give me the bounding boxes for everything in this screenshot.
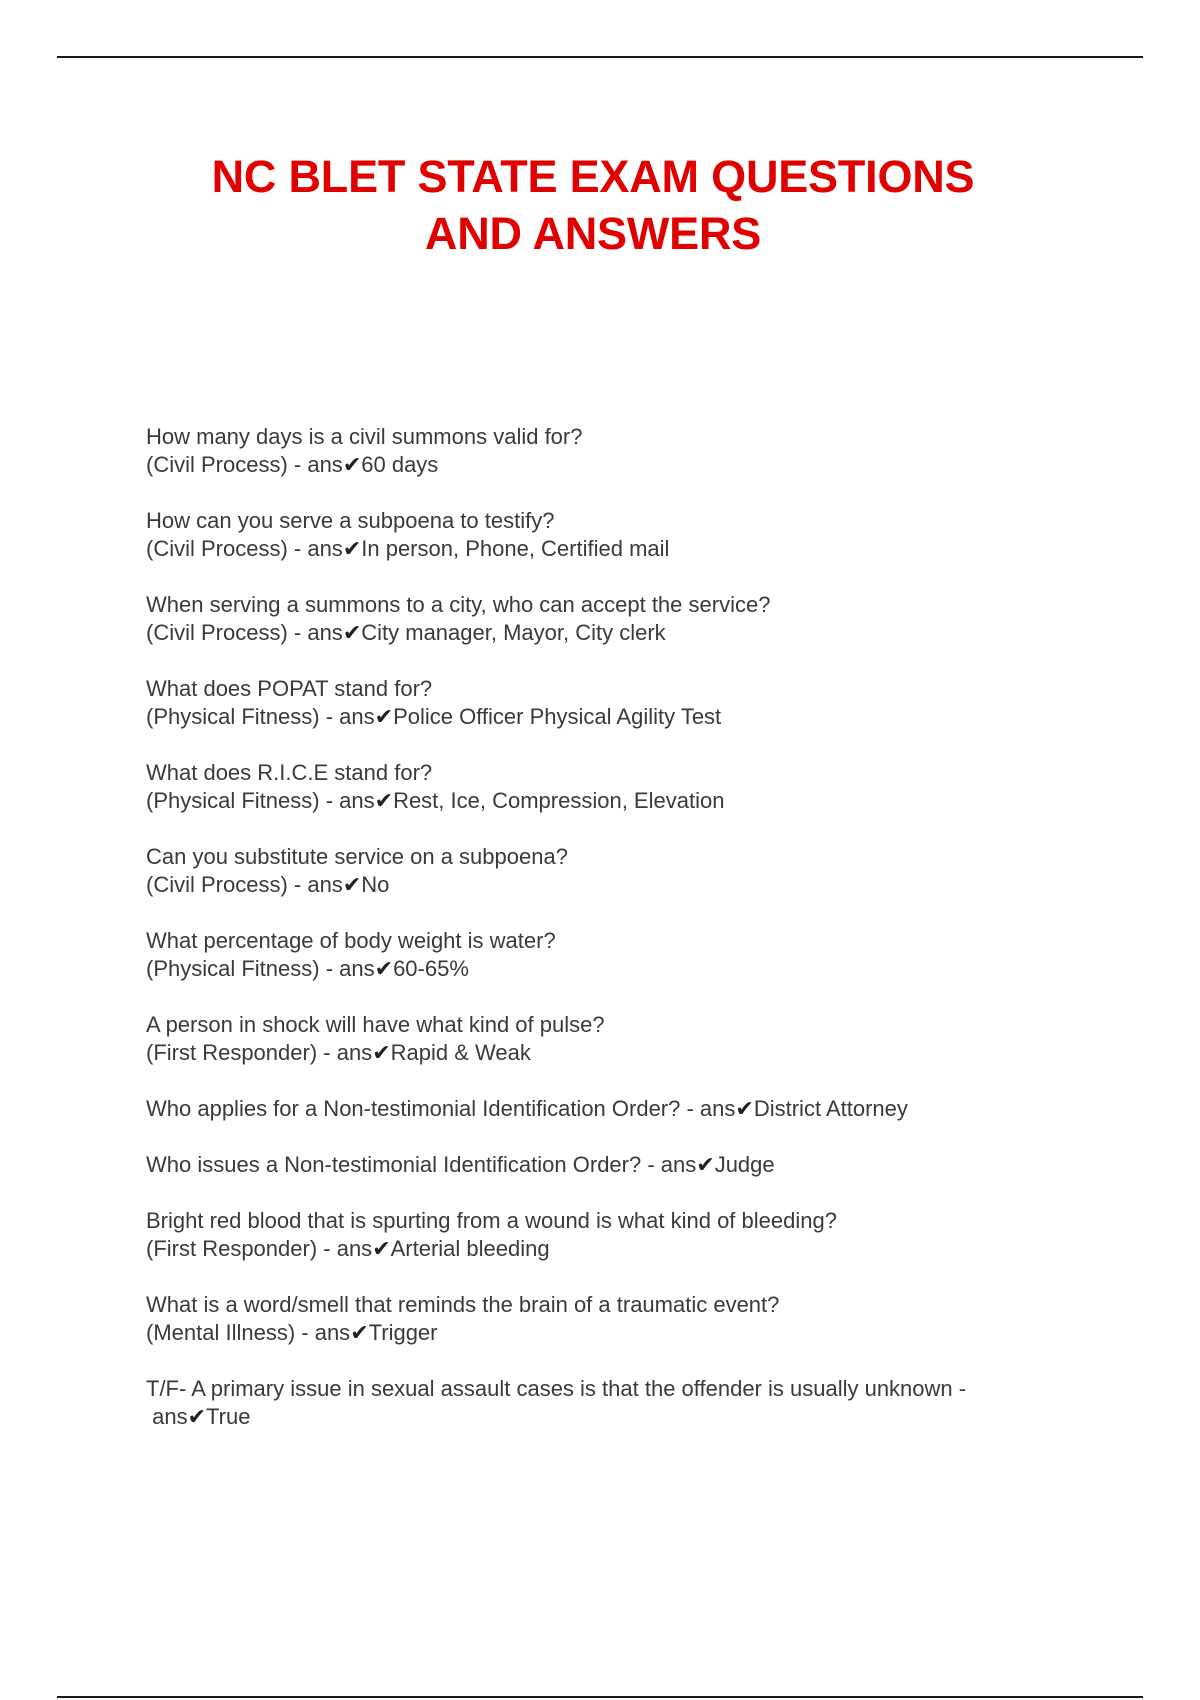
title-line-1: NC BLET STATE EXAM QUESTIONS [211, 151, 975, 202]
category-tail: ans [146, 1404, 188, 1429]
qa-item [146, 1151, 1096, 1179]
checkmark-icon: ✔ [342, 620, 362, 645]
checkmark-icon: ✔ [374, 956, 394, 981]
checkmark-icon: ✔ [372, 1236, 391, 1261]
category-tail: (First Responder) - ans [146, 1040, 373, 1065]
qa-item [146, 1095, 1096, 1123]
answer-text: Trigger [368, 1320, 438, 1345]
qa-item [146, 759, 1096, 815]
category-tail: (Civil Process) - ans [146, 452, 343, 477]
answer-text: Arterial bleeding [390, 1236, 550, 1261]
answer-line [146, 1095, 1096, 1123]
document-title [0, 148, 1186, 262]
answer-line [146, 787, 1096, 815]
category-tail: (Mental Illness) - ans [146, 1320, 351, 1345]
answer-line [146, 871, 1096, 899]
checkmark-icon: ✔ [342, 872, 362, 897]
answer-line [146, 1235, 1096, 1263]
category-tail: (Physical Fitness) - ans [146, 956, 375, 981]
question-text: T/F- A primary issue in sexual assault cases is that the offender is usually unknown - [146, 1376, 967, 1401]
checkmark-icon: ✔ [372, 1040, 391, 1065]
qa-item [146, 1375, 1096, 1431]
question-text: How can you serve a subpoena to testify? [146, 508, 555, 533]
checkmark-icon: ✔ [350, 1320, 369, 1345]
qa-item [146, 927, 1096, 983]
qa-item [146, 1207, 1096, 1263]
answer-text: True [206, 1404, 251, 1429]
question-text: When serving a summons to a city, who can accept the service? [146, 592, 771, 617]
question-text: Can you substitute service on a subpoena? [146, 844, 568, 869]
category-tail: (Civil Process) - ans [146, 536, 343, 561]
answer-line [146, 1039, 1096, 1067]
answer-line [146, 1319, 1096, 1347]
answer-text: Judge [714, 1152, 775, 1177]
category-tail: (Civil Process) - ans [146, 620, 343, 645]
question-text: Who applies for a Non-testimonial Identification Order? - ans [146, 1096, 736, 1121]
qa-item [146, 591, 1096, 647]
category-tail: (First Responder) - ans [146, 1236, 373, 1261]
question-text: A person in shock will have what kind of pulse? [146, 1012, 605, 1037]
checkmark-icon: ✔ [187, 1404, 207, 1429]
qa-item [146, 1291, 1096, 1347]
answer-line [146, 955, 1096, 983]
question-text: Bright red blood that is spurting from a wound is what kind of bleeding? [146, 1208, 837, 1233]
checkmark-icon: ✔ [342, 452, 362, 477]
question-text: Who issues a Non-testimonial Identification Order? - ans [146, 1152, 697, 1177]
answer-text: Police Officer Physical Agility Test [393, 704, 722, 729]
question-text: How many days is a civil summons valid for? [146, 424, 583, 449]
top-rule [57, 56, 1143, 58]
answer-text: 60 days [361, 452, 439, 477]
answer-text: Rapid & Weak [390, 1040, 531, 1065]
answer-line [146, 703, 1096, 731]
category-tail: (Physical Fitness) - ans [146, 788, 375, 813]
qa-item [146, 1011, 1096, 1067]
title-line-2: AND ANSWERS [424, 208, 762, 259]
answer-text: City manager, Mayor, City clerk [361, 620, 666, 645]
question-text: What does R.I.C.E stand for? [146, 760, 433, 785]
question-text: What does POPAT stand for? [146, 676, 433, 701]
bottom-rule [57, 1696, 1143, 1698]
question-text: What is a word/smell that reminds the brain of a traumatic event? [146, 1292, 780, 1317]
qa-item [146, 675, 1096, 731]
question-text: What percentage of body weight is water? [146, 928, 556, 953]
answer-line [146, 619, 1096, 647]
answer-line [146, 535, 1096, 563]
answer-text: District Attorney [753, 1096, 908, 1121]
checkmark-icon: ✔ [374, 788, 394, 813]
qa-item [146, 507, 1096, 563]
answer-line [146, 451, 1096, 479]
answer-text: In person, Phone, Certified mail [361, 536, 670, 561]
checkmark-icon: ✔ [342, 536, 362, 561]
answer-text: Rest, Ice, Compression, Elevation [393, 788, 725, 813]
qa-item [146, 843, 1096, 899]
answer-line [146, 1151, 1096, 1179]
qa-list [146, 423, 1096, 1459]
answer-text: 60-65% [393, 956, 469, 981]
checkmark-icon: ✔ [696, 1152, 715, 1177]
category-tail: (Physical Fitness) - ans [146, 704, 375, 729]
checkmark-icon: ✔ [735, 1096, 754, 1121]
checkmark-icon: ✔ [374, 704, 394, 729]
answer-text: No [361, 872, 390, 897]
qa-item [146, 423, 1096, 479]
answer-line [146, 1403, 1096, 1431]
category-tail: (Civil Process) - ans [146, 872, 343, 897]
